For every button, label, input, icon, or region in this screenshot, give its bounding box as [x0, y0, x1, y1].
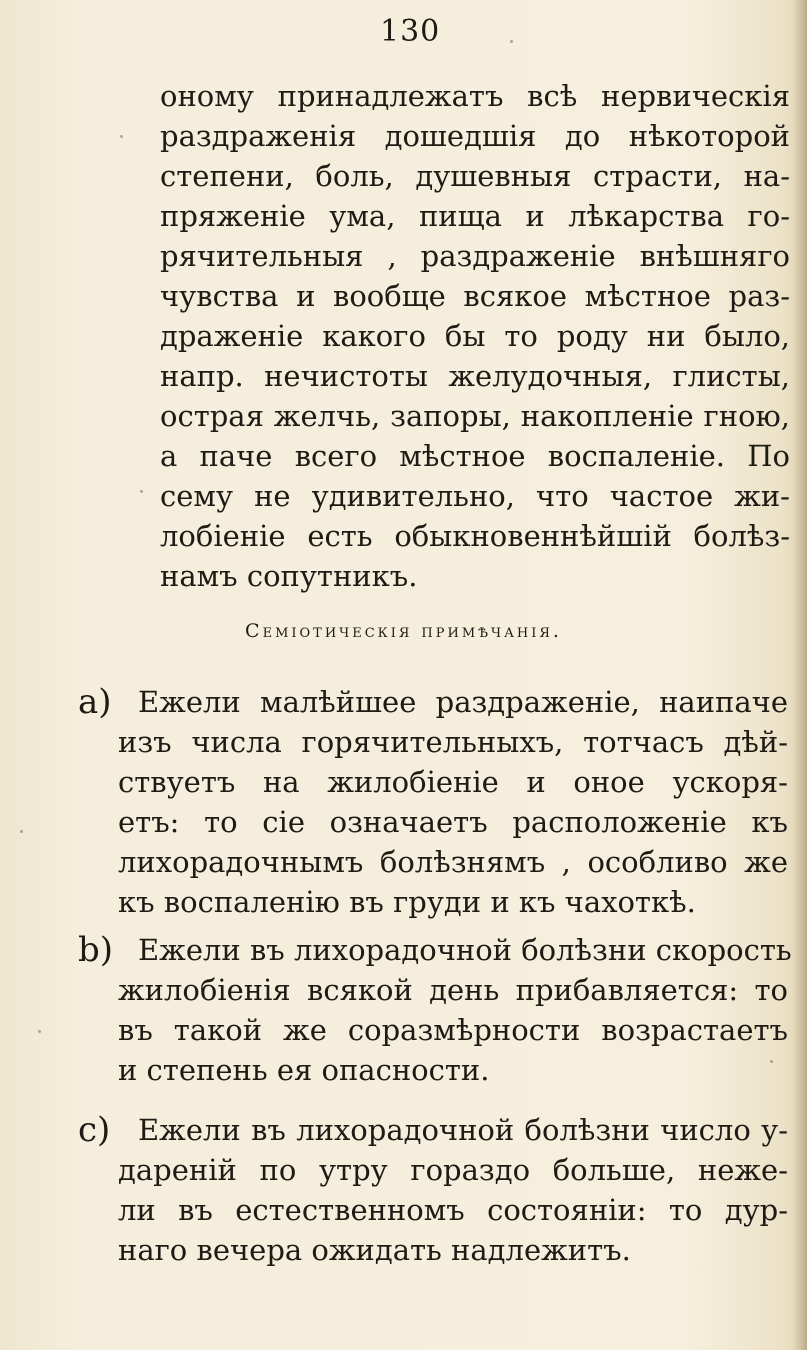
note-line: лихорадочнымъ болѣзнямъ , особливо же	[118, 845, 788, 879]
section-heading: Семіотическія примѣчанія.	[245, 620, 562, 642]
paragraph-line: а паче всего мѣстное воспаленіе. По	[160, 439, 790, 473]
note-line: изъ числа горячительныхъ, тотчасъ дѣй-	[118, 725, 788, 759]
note-line: къ воспаленію въ груди и къ чахоткѣ.	[118, 885, 696, 919]
note-line: жилобіенія всякой день прибавляется: то	[118, 973, 788, 1007]
note-line: етъ: то сіе означаетъ расположеніе къ	[118, 805, 788, 839]
note-line: наго вечера ожидать надлежитъ.	[118, 1233, 631, 1267]
paragraph-line: оному принадлежатъ всѣ нервическія	[160, 79, 790, 113]
note-line: въ такой же соразмѣрности возрастаетъ	[118, 1013, 788, 1047]
paragraph-line: пряженіе ума, пища и лѣкарства го-	[160, 199, 790, 233]
note-line: ствуетъ на жилобіеніе и оное ускоря-	[118, 765, 788, 799]
paragraph-line: острая желчь, запоры, накопленіе гною,	[160, 399, 790, 433]
note-line: и степень ея опасности.	[118, 1053, 490, 1087]
paragraph-line: степени, боль, душевныя страсти, на-	[160, 159, 790, 193]
note-marker: c)	[78, 1110, 111, 1150]
paragraph-line: чувства и вообще всякое мѣстное раз-	[160, 279, 790, 313]
note-line: дареній по утру гораздо больше, неже-	[118, 1153, 788, 1187]
paper-speck	[38, 1030, 41, 1033]
paragraph-line: лобіеніе есть обыкновеннѣйшій болѣз-	[160, 519, 790, 553]
paper-speck	[510, 40, 513, 43]
paper-speck	[140, 490, 143, 493]
paragraph-line: напр. нечистоты желудочныя, глисты,	[160, 359, 790, 393]
note-line: Ежели въ лихорадочной болѣзни число у-	[138, 1113, 788, 1147]
note-line: ли въ естественномъ состояніи: то дур-	[118, 1193, 788, 1227]
paragraph-line: намъ сопутникъ.	[160, 559, 418, 593]
paragraph-line: раздраженія дошедшія до нѣкоторой	[160, 119, 790, 153]
paper-speck	[20, 830, 23, 833]
note-marker: a)	[78, 682, 112, 722]
note-line: Ежели въ лихорадочной болѣзни скорость	[138, 933, 792, 967]
note-line: Ежели малѣйшее раздраженіе, наипаче	[138, 685, 788, 719]
note-marker: b)	[78, 930, 114, 970]
page-edge-shadow	[793, 0, 807, 1350]
paper-speck	[770, 1060, 773, 1063]
paragraph-line: драженіе какого бы то роду ни было,	[160, 319, 790, 353]
paper-speck	[120, 135, 123, 138]
paragraph-line: сему не удивительно, что частое жи-	[160, 479, 790, 513]
page-number: 130	[380, 14, 441, 49]
paragraph-line: рячительныя , раздраженіе внѣшняго	[160, 239, 790, 273]
